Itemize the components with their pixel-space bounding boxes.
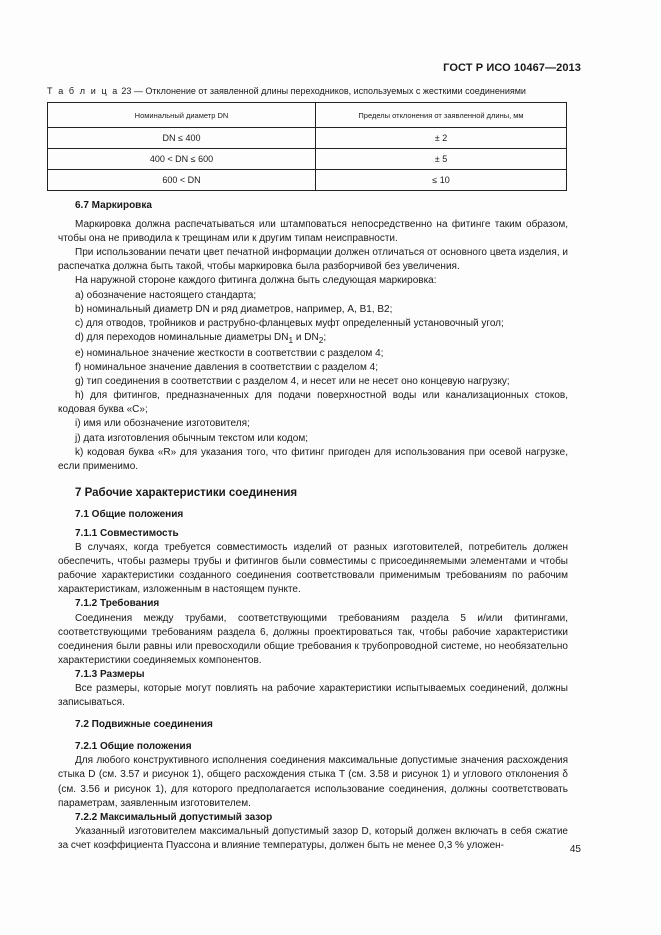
table-header-row: [48, 103, 567, 128]
list-item: [58, 331, 568, 347]
paragraph: Маркировка должна распечатываться или штамповаться непосредственно на фитинге таким образом, чтобы она не приводила к трещинам или к другим типам неисправности.: [58, 219, 568, 245]
table-caption-prefix: Т а б л и ц а: [47, 86, 119, 96]
subsection-heading: 7.2.2 Максимальный допустимый зазор: [75, 811, 273, 823]
paragraph: На наружной стороне каждого фитинга должна быть следующая маркировка:: [75, 275, 437, 287]
deviation-table: [47, 102, 567, 191]
list-item: i) имя или обозначение изготовителя;: [75, 418, 250, 430]
table-header-cell: Пределы отклонения от заявленной длины, мм: [316, 103, 567, 128]
list-item-text: и DN: [293, 331, 319, 343]
list-item: k) кодовая буква «R» для указания того, что фитинг пригоден для использования при осевой нагрузке, если применимо.: [58, 446, 568, 472]
table-row: [48, 149, 567, 170]
list-item: j) дата изготовления обычным текстом или кодом;: [75, 432, 308, 444]
table-cell: ± 5: [316, 149, 567, 170]
paragraph: При использовании печати цвет печатной информации должен отличаться от основного цвета изделия, и распечатка должна быть такой, чтобы маркировка была разборчивой без увеличения.: [58, 247, 568, 273]
table-cell: 400 < DN ≤ 600: [48, 149, 316, 170]
list-item-text: d) для переходов номинальные диаметры DN: [75, 331, 289, 343]
section-heading: 7.2 Подвижные соединения: [75, 719, 213, 731]
list-item: f) номинальное значение давления в соответствии с разделом 4;: [75, 362, 378, 374]
body-text: [58, 199, 568, 853]
paragraph: Все размеры, которые могут повлиять на рабочие характеристики испытываемых соединений, должны записываться.: [58, 683, 568, 709]
paragraph: В случаях, когда требуется совместимость изделий от разных изготовителей, потребитель должен обеспечить, чтобы размеры трубы и фитингов были совместимы с присоединяемыми элементами и чтобы рабочие характеристики созданного соединения соответствовали применимым требованиям по рабочим характеристикам, изложенным в настоящем пункте.: [58, 542, 568, 596]
table-row: [48, 170, 567, 191]
list-item: e) номинальное значение жесткости в соответствии с разделом 4;: [75, 347, 384, 359]
subsection-heading: 7.2.1 Общие положения: [75, 741, 192, 753]
table-cell: ≤ 10: [316, 170, 567, 191]
list-item: g) тип соединения в соответствии с разделом 4, и несет или не несет оно концевую нагрузку;: [75, 376, 510, 388]
section-heading: 7.1 Общие положения: [75, 508, 184, 520]
table-cell: 600 < DN: [48, 170, 316, 191]
list-item: b) номинальный диаметр DN и ряд диаметров, например, А, В1, В2;: [75, 303, 393, 315]
table-caption: [47, 86, 567, 96]
list-item-text: ;: [323, 331, 327, 343]
table-row: [48, 128, 567, 149]
paragraph: Для любого конструктивного исполнения соединения максимальные допустимые значения расхождения стыка D (см. 3.57 и рисунок 1), общего расхождения стыка T (см. 3.58 и рисунок 1) и углового отклонения δ (см. 3.56 и рисунок 1), для которого предполагается использование соединения, должны соответствовать параметрам, заявленным изготовителем.: [58, 755, 568, 809]
chapter-heading: 7 Рабочие характеристики соединения: [75, 486, 298, 499]
paragraph: Соединения между трубами, соответствующими требованиям раздела 5 и/или фитингами, соответствующими требованиям раздела 6, должны проектироваться так, чтобы рабочие характеристики соединения были равны или превосходили общие требования к трубопроводной системе, но необязательно характеристики соединяемых компонентов.: [58, 612, 568, 666]
table-caption-text: 23 — Отклонение от заявленной длины переходников, используемых с жесткими соединениями: [121, 86, 526, 96]
list-item: a) обозначение настоящего стандарта;: [75, 289, 257, 301]
list-item: c) для отводов, тройников и раструбно-фланцевых муфт определенный установочный угол;: [75, 317, 504, 329]
paragraph: Указанный изготовителем максимальный допустимый зазор D, который должен включать в себя сжатие за счет коэффициента Пуассона и влияние температуры, должен быть не менее 0,3 % уложен-: [58, 825, 568, 851]
section-heading: 6.7 Маркировка: [75, 200, 152, 211]
table-header-cell: Номинальный диаметр DN: [48, 103, 316, 128]
subsection-heading: 7.1.2 Требования: [75, 598, 160, 610]
subsection-heading: 7.1.3 Размеры: [75, 668, 145, 680]
list-item: h) для фитингов, предназначенных для подачи поверхностной воды или канализационных стоков, кодовая буква «С»;: [58, 390, 568, 416]
standard-designation: ГОСТ Р ИСО 10467—2013: [443, 62, 581, 74]
subscript: 1: [288, 334, 294, 345]
subsection-heading: 7.1.1 Совместимость: [75, 527, 179, 539]
table-cell: DN ≤ 400: [48, 128, 316, 149]
subscript: 2: [318, 334, 324, 345]
page-number: 45: [569, 844, 581, 855]
table-cell: ± 2: [316, 128, 567, 149]
